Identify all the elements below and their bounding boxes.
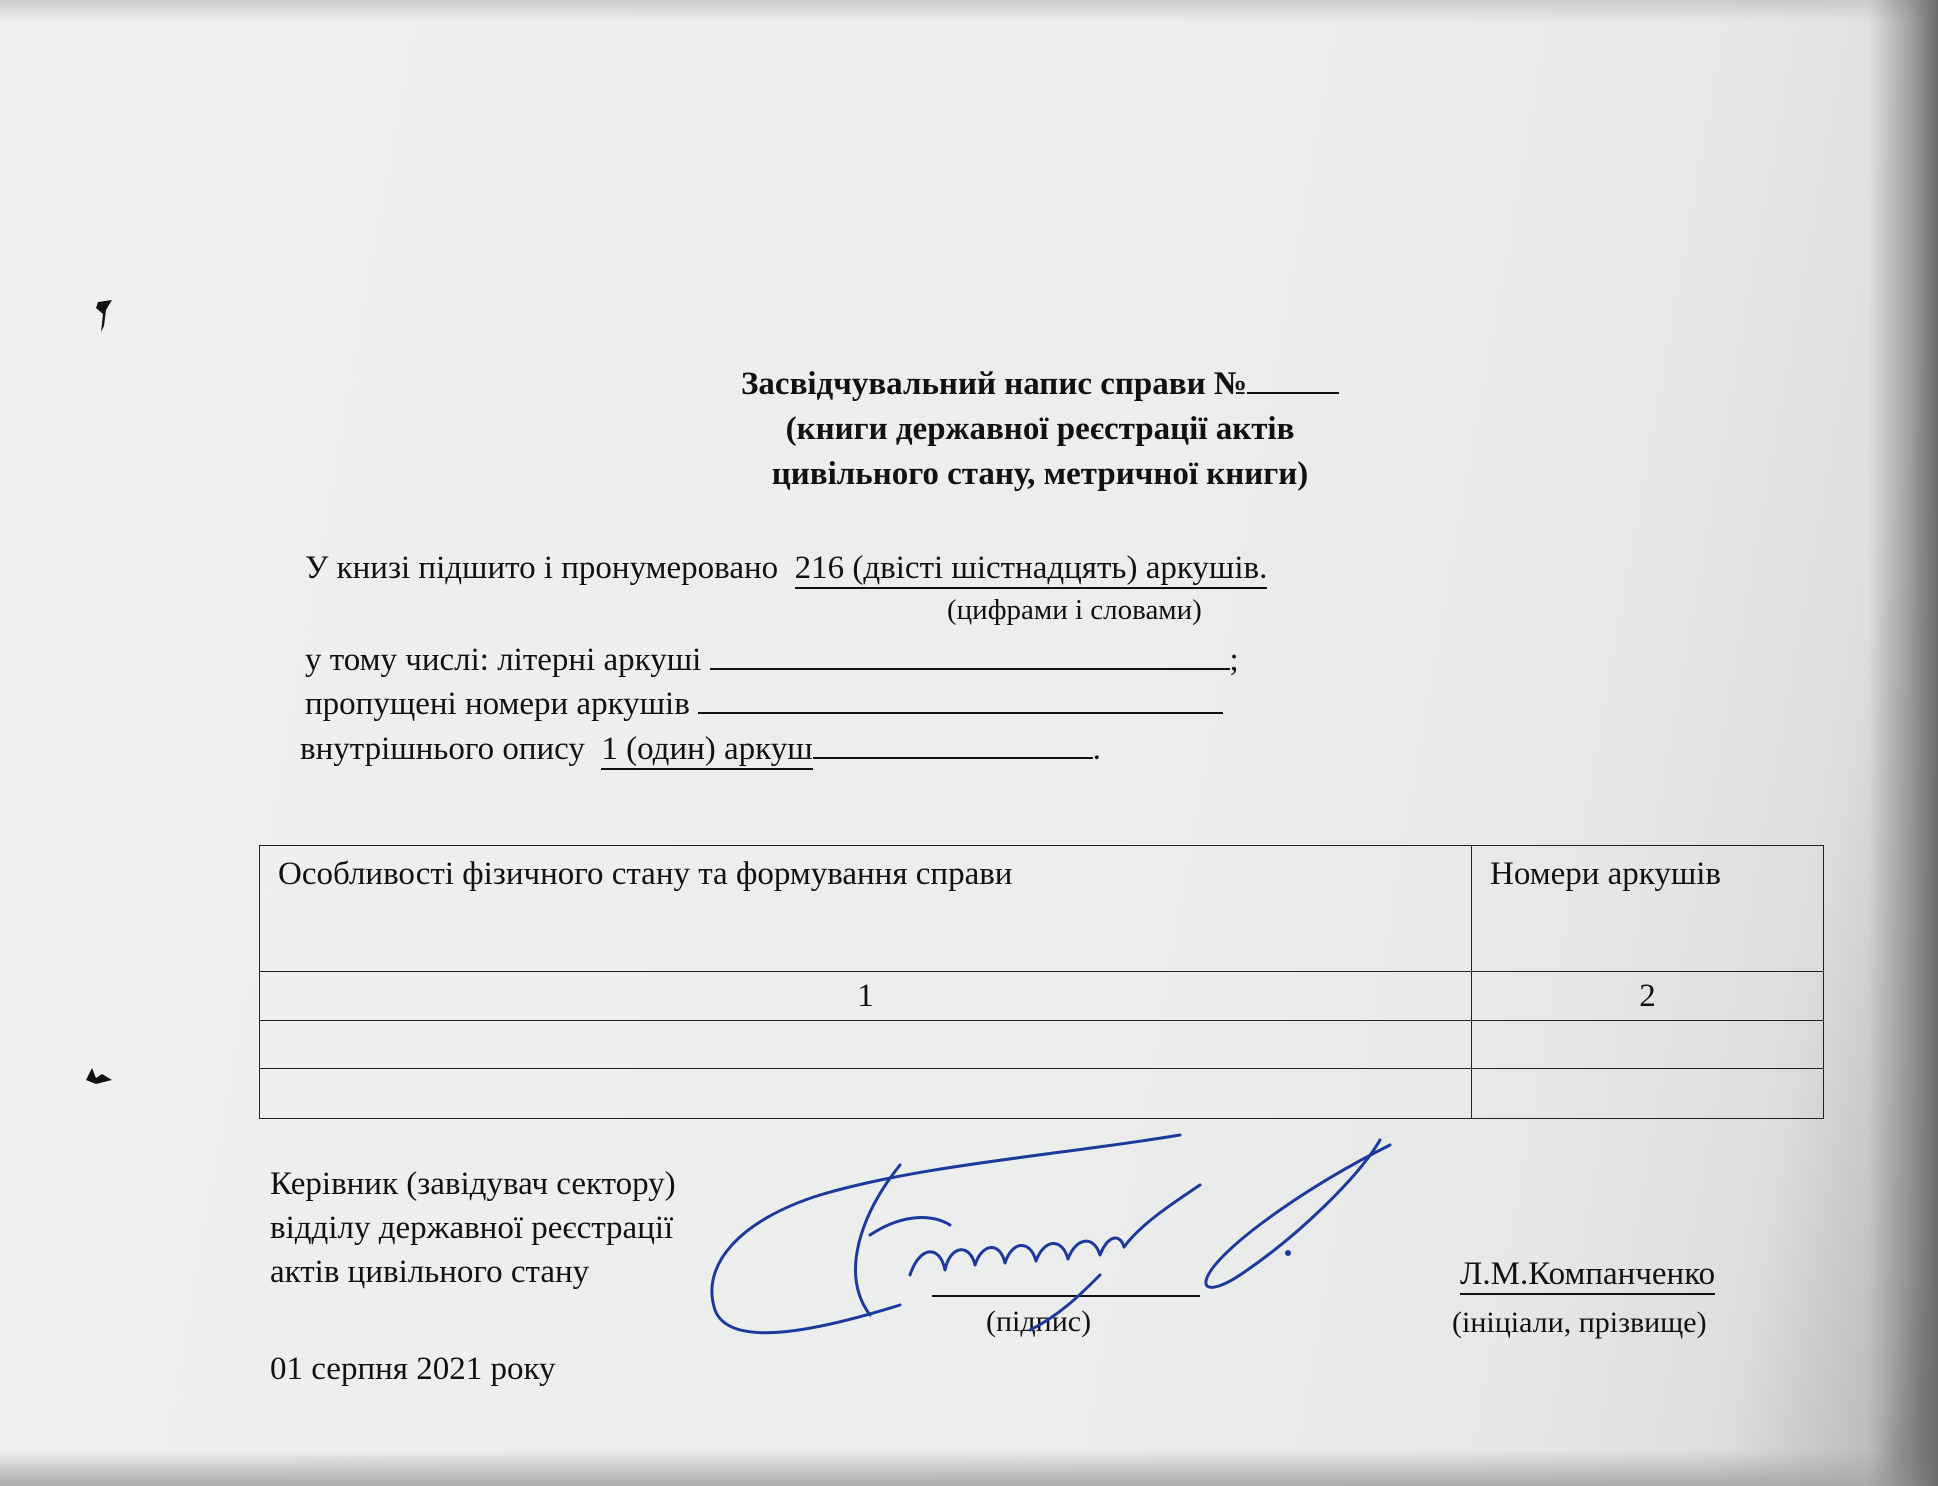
title-case-number-label: Засвідчувальний напис справи № [741, 366, 1247, 402]
table-row [260, 1021, 1824, 1069]
signatory-line-2: відділу державної реєстрації [270, 1210, 674, 1246]
letter-sheets-line [305, 640, 1239, 679]
signatory-line-3: актів цивільного стану [270, 1254, 590, 1290]
inventory-end: . [1092, 731, 1101, 767]
inventory-label: внутрішнього опису [300, 731, 585, 767]
letter-sheets-end: ; [1229, 642, 1239, 678]
title-line-3: цивільного стану, метричної книги) [771, 456, 1309, 492]
inventory-blank [813, 729, 1093, 759]
signatory-name [1460, 1256, 1715, 1293]
inventory-value: 1 (один) аркуш [601, 731, 812, 770]
sheets-count-label: У книзі підшито і пронумеровано [305, 550, 779, 586]
table-number-row [260, 972, 1824, 1021]
table-column-number-2: 2 [1472, 972, 1824, 1021]
signatory-position [270, 1162, 676, 1294]
sheets-count-hint: (цифрами і словами) [947, 594, 1202, 626]
missing-sheets-label: пропущені номери аркушів [305, 686, 690, 722]
case-number-blank [1247, 364, 1339, 394]
table-header-row [260, 846, 1824, 972]
paper-fold-shadow [1868, 0, 1938, 1486]
table-column-number-1: 1 [260, 972, 1472, 1021]
sheets-count-value: 216 (двісті шістнадцять) аркушів. [795, 550, 1268, 589]
table-row [260, 1069, 1824, 1119]
table-cell [260, 1021, 1472, 1069]
title-line-2: (книги державної реєстрації актів [785, 411, 1295, 447]
table-header-sheet-numbers: Номери аркушів [1472, 846, 1824, 972]
inventory-line [300, 729, 1101, 768]
signatory-line-1: Керівник (завідувач сектору) [270, 1166, 676, 1202]
name-caption: (ініціали, прізвище) [1452, 1306, 1707, 1339]
letter-sheets-blank [710, 640, 1230, 670]
signing-date: 01 серпня 2021 року [270, 1351, 556, 1387]
sheets-count-line [305, 550, 1267, 587]
case-features-table [259, 845, 1824, 1119]
letter-sheets-label: у тому числі: літерні аркуші [305, 642, 702, 678]
missing-sheets-blank [698, 684, 1223, 714]
document-title [640, 362, 1440, 497]
punch-hole-mark-lower [84, 1060, 130, 1090]
missing-sheets-line [305, 684, 1223, 723]
table-cell [1472, 1069, 1824, 1119]
table-header-features: Особливості фізичного стану та формування справи [260, 846, 1472, 972]
table-cell [1472, 1021, 1824, 1069]
table-cell [260, 1069, 1472, 1119]
paper-edge-bottom [0, 1450, 1938, 1486]
signature-caption: (підпис) [986, 1305, 1092, 1338]
title-line-1 [640, 362, 1440, 407]
handwritten-signature [700, 1125, 1400, 1355]
signatory-name-text: Л.М.Компанченко [1460, 1256, 1715, 1295]
punch-hole-mark [92, 296, 122, 356]
paper-edge-top [0, 0, 1938, 22]
